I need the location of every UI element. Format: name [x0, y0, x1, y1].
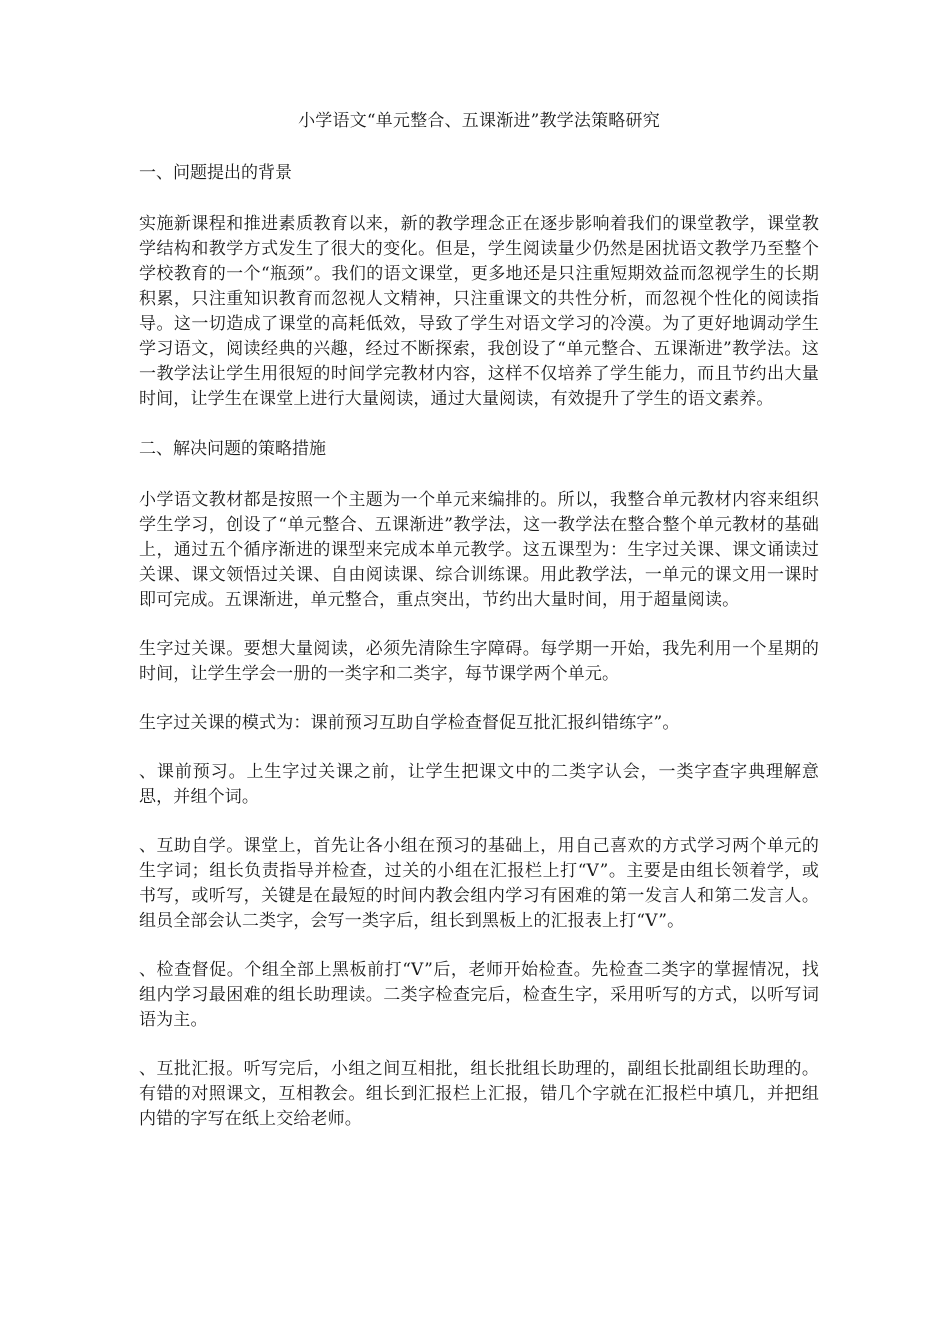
paragraph-background: 实施新课程和推进素质教育以来，新的教学理念正在逐步影响着我们的课堂教学，课堂教学结构和教学方式发生了很大的变化。但是，学生阅读量少仍然是困扰语文教学乃至整个学校教育的一个“瓶颈”。我们的语文课堂，更多地还是只注重短期效益而忽视学生的长期积累，只注重知识教育而忽视人文精神，只注重课文的共性分析，而忽视个性化的阅读指导。这一切造成了课堂的高耗低效，导致了学生对语文学习的冷漠。为了更好地调动学生学习语文，阅读经典的兴趣，经过不断探索，我创设了“单元整合、五课渐进”教学法。这一教学法让学生用很短的时间学完教材内容，这样不仅培养了学生能力，而且节约出大量时间，让学生在课堂上进行大量阅读，通过大量阅读，有效提升了学生的语文素养。 [139, 214, 819, 409]
section-heading-strategies: 二、解决问题的策略措施 [139, 439, 326, 459]
section-heading-background: 一、问题提出的背景 [139, 163, 292, 183]
paragraph-character-lesson: 生字过关课。要想大量阅读，必须先清除生字障碍。每学期一开始，我先利用一个星期的时间，让学生学会一册的一类字和二类字，每节课学两个单元。 [139, 639, 819, 684]
document-title: 小学语文“单元整合、五课渐进”教学法策略研究 [298, 111, 660, 131]
paragraph-mutual-study: 、互助自学。课堂上，首先让各小组在预习的基础上，用自己喜欢的方式学习两个单元的生字词；组长负责指导并检查，过关的小组在汇报栏上打“V”。主要是由组长领着学，或书写，或听写，关键是在最短的时间内教会组内学习有困难的第一发言人和第二发言人。组员全部会认二类字，会写一类字后，组长到黑板上的汇报表上打“V”。 [139, 836, 819, 931]
paragraph-preview: 、课前预习。上生字过关课之前，让学生把课文中的二类字认会，一类字查字典理解意思，并组个词。 [139, 762, 819, 807]
paragraph-inspection: 、检查督促。个组全部上黑板前打“V”后，老师开始检查。先检查二类字的掌握情况，找组内学习最困难的组长助理读。二类字检查完后，检查生字，采用听写的方式，以听写词语为主。 [139, 960, 819, 1030]
paragraph-mutual-grading: 、互批汇报。听写完后，小组之间互相批，组长批组长助理的，副组长批副组长助理的。有错的对照课文，互相教会。组长到汇报栏上汇报，错几个字就在汇报栏中填几，并把组内错的字写在纸上交给老师。 [139, 1059, 819, 1129]
document-body [139, 108, 819, 1156]
paragraph-teaching-method: 小学语文教材都是按照一个主题为一个单元来编排的。所以，我整合单元教材内容来组织学生学习，创设了“单元整合、五课渐进”教学法，这一教学法在整合整个单元教材的基础上，通过五个循序渐进的课型来完成本单元教学。这五课型为：生字过关课、课文诵读过关课、课文领悟过关课、自由阅读课、综合训练课。用此教学法，一单元的课文用一课时即可完成。五课渐进，单元整合，重点突出，节约出大量时间，用于超量阅读。 [139, 490, 819, 610]
paragraph-lesson-mode: 生字过关课的模式为：课前预习互助自学检查督促互批汇报纠错练字”。 [139, 713, 680, 733]
